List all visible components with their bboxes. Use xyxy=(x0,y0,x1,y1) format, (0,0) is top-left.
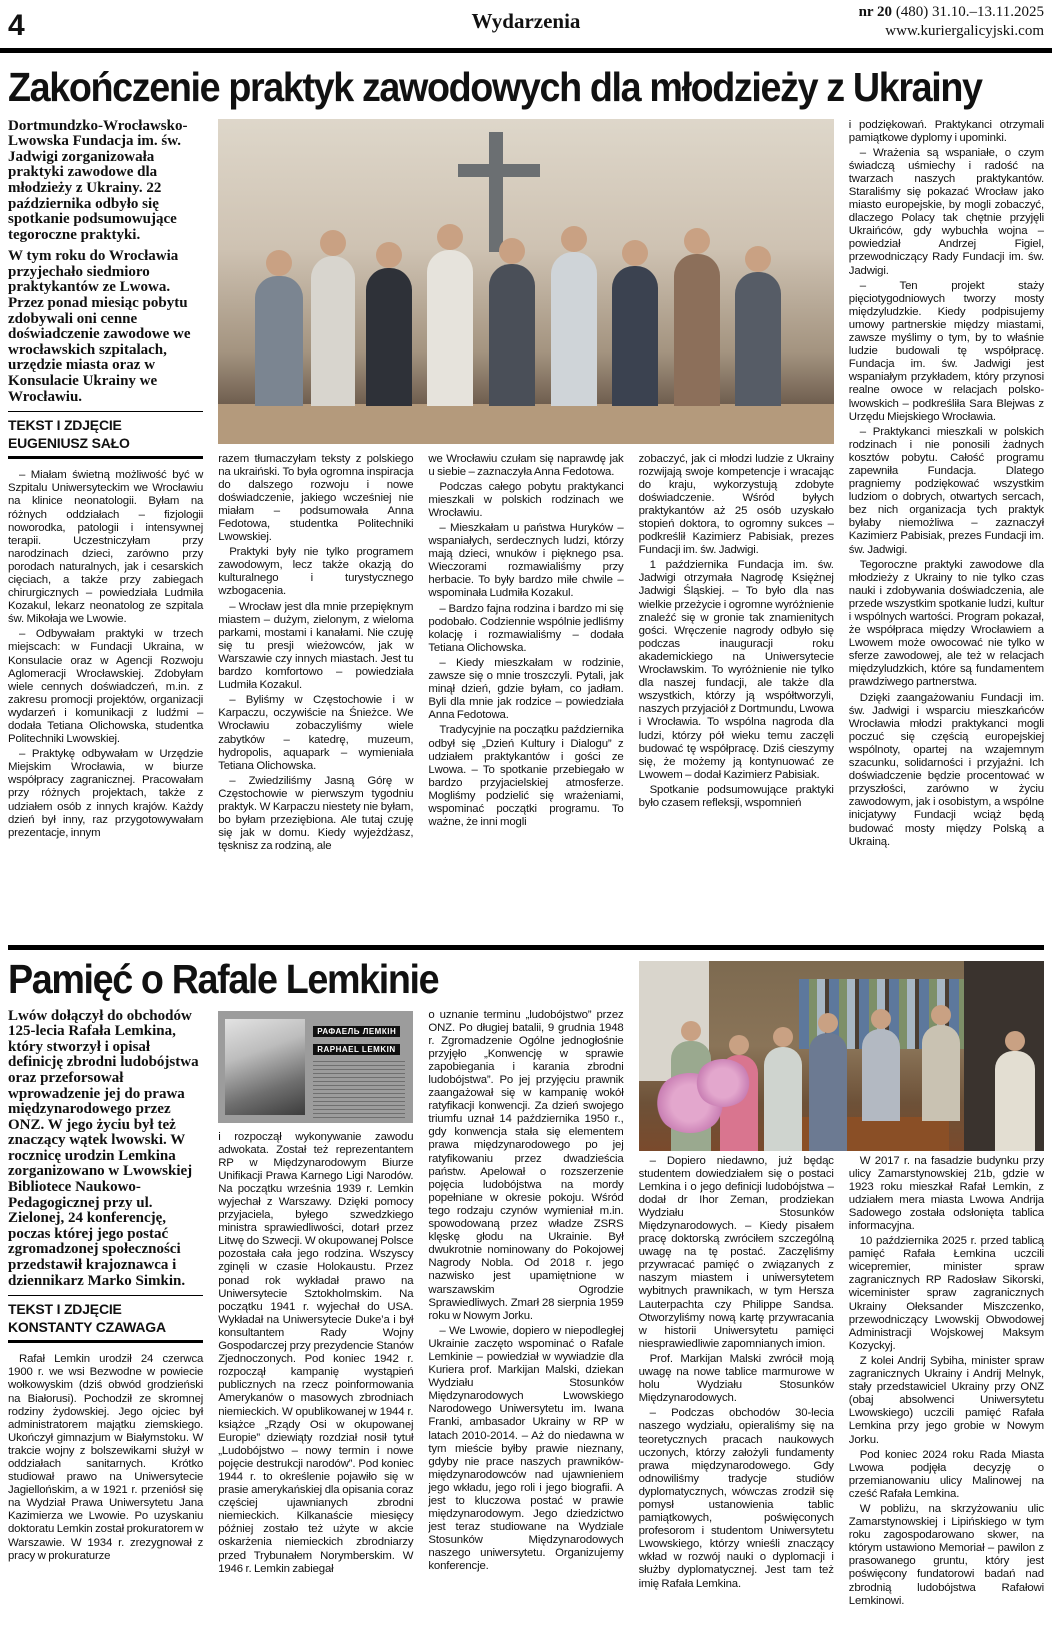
paragraph: – Odbywałam praktyki w trzech miejscach: w Fundacji Ukraina, w Konsulacie oraz w Agencji Rozwoju Aglomeracji Wrocławskiej. Zdobyłam wiele cennych doświadczeń, m.in. z zakresu promocji projektów, organizacji wydarzeń i komunikacji z ludźmi – dodała Tetiana Olichowska, studentka Politechniki Lwowskiej. xyxy=(8,628,204,746)
paragraph: – Bardzo fajna rodzina i bardzo mi się podobało. Codziennie wspólnie jedliśmy kolację i rozmawialiśmy – dodała Tetiana Olichowska. xyxy=(428,602,624,654)
photo-floor xyxy=(218,404,834,444)
person-figure xyxy=(809,1033,847,1151)
paragraph: W pobliżu, na skrzyżowaniu ulic Zamarstynowskiej i Lipińskiego w tym roku zagospodarowano skwer, na którym ustawiono Memoriał – pawilon z prasowanego gruntu, który jest poświęcony fundatorowi badań nad zbrodnią ludobójstwa Rafałowi Lemkinowi. xyxy=(848,1502,1044,1607)
lemkin-poster-photo xyxy=(218,1011,413,1123)
paragraph: W tym roku do Wrocławia przyjechało siedmioro praktykantów ze Lwowa. Przez ponad miesiąc pobytu zdobywali oni cenne doświadczenie zawodowe we wrocławskich szpitalach, urzędzie miasta oraz w Konsulacie Ukrainy we Wrocławiu. xyxy=(8,248,191,405)
issue-info xyxy=(580,3,1044,41)
article1-column-5 xyxy=(849,119,1044,856)
paragraph: – Miałam świetną możliwość być w Szpitalu Uniwersyteckim we Wrocławiu na klinice neonatologii. Byłam na różnych oddziałach – fizjologii noworodka, patologii i intensywnej terapii. Uczestniczyłam przy narodzinach dzieci, zarówno przy porodach naturalnych, jak i cesarskich cięciach, a także przy zabiegach chirurgicznych – powiedziała Ludmiła Kozakul, lekarz neonatolog ze szpitala św. Mikołaja we Lwowie. xyxy=(8,469,204,626)
paragraph: Tradycyjnie na początku października odbył się „Dzień Kultury i Dialogu” z udziałem praktykantów i gości ze Lwowa. – To spotkanie przebiegało w bardzo przyjacielskiej atmosferze. Mogliśmy podzielić się wrażeniami, wspominać początki programu. To ważne, że inni mogli xyxy=(428,724,624,829)
article1-headline: Zakończenie praktyk zawodowych dla młodzieży z Ukrainy xyxy=(8,63,982,110)
article1-intro xyxy=(8,119,203,406)
paragraph: Spotkanie podsumowujące praktyki było czasem refleksji, wspomnień xyxy=(638,783,834,809)
paragraph: Dortmundzko-Wrocławsko-Lwowska Fundacja im. św. Jadwigi zorganizowała praktyki zawodowe dla młodzieży z Ukrainy. 22 października odbyło się spotkanie podsumowujące tegoroczne praktyki. xyxy=(8,117,188,243)
paragraph: zobaczyć, jak ci młodzi ludzie z Ukrainy rozwijają swoje kompetencje i wracając do kraju, wykorzystują zdobyte doświadczenie. Wśród byłych praktykantów aż 25 osób uzyskało stopień doktora, to ogromny sukces – podkreślił Kazimierz Pabisiak, prezes Fundacji im. św. Jadwigi. xyxy=(638,452,834,557)
paragraph: W 2017 r. na fasadzie budynku przy ulicy Zamarstynowskiej 21b, gdzie w 1923 roku mieszkał Rafał Lemkin, z udziałem mera miasta Lwowa Andrija Sadowego została odsłonięta tablica informacyjna. xyxy=(848,1154,1044,1233)
paragraph: i rozpoczął wykonywanie zawodu adwokata. Został też reprezentantem RP w Międzynarodowym Biurze Unifikacji Prawa Karnego Ligi Narodów. Na początku września 1939 r. Lemkin wyjechał z Warszawy. Dzięki pomocy przyjaciela, byłego szwedzkiego ministra sprawiedliwości, dotarł przez Litwę do Szwecji. W okupowanej Polsce pozostała cała jego rodzina. Wszyscy zginęli w czasie Holokaustu. Przez ponad rok wykładał prawo na Uniwersytecie Sztokholmskim. Na początku 1941 r. wyjechał do USA. Wykładał na Uniwersytecie Duke’a i był konsultantem Rady Wojny Gospodarczej przy prezydencie Stanów Zjednoczonych. Pod koniec 1942 r. rozpoczął kampanię wystąpień publicznych na rzecz poinformowania Amerykanów o masowych zbrodniach niemieckich. W opublikowanej w 1944 r. książce „Rządy Osi w okupowanej Europie” dziewiąty rozdział nosił tytuł „Ludobójstwo – nowy termin i nowe pojęcie destrukcji narodów”. Pod koniec 1944 r. to określenie pojawiło się w prasie amerykańskiej dla opisania coraz częściej ujawnianych zbrodni niemieckich. Kilkanaście miesięcy później zostało też użyte w akcie oskarżenia niemieckich zbrodniarzy przed Trybunałem Norymberskim. W 1946 r. Lemkin zabiegał xyxy=(218,1130,414,1575)
wall-cross-shape xyxy=(458,164,540,177)
paragraph: Praktyki były nie tylko programem zawodowym, lecz także okazją do kulturalnego i turystycznego wzbogacenia. xyxy=(218,546,414,598)
paragraph: – Mieszkałam u państwa Huryków – wspaniałych, serdecznych ludzi, którzy mają dzieci, wnuków i pięknego psa. Wieczorami rozmawialiśmy przy herbacie. To były bardzo miłe chwile – wspominała Ludmiła Kozakul. xyxy=(428,522,624,600)
paragraph: – Podczas obchodów 30-lecia naszego wydziału, opieraliśmy się na teoretycznych pracach naukowych uczonych, którzy założyli fundamenty prawa międzynarodowego. Gdy odnowiliśmy tradycje studiów dyplomatycznych, wówczas zrodził się pomysł ustanowienia tablic pamiątkowych, poświęconych profesorom i studentom Uniwersytetu Lwowskiego, którzy wnieśli znaczący wkład w rozwój nauki o dyplomacji i służby dyplomatycznej. Jest tam też imię Rafała Lemkina. xyxy=(638,1407,834,1590)
article2-intro xyxy=(8,1009,203,1290)
paragraph: 10 października 2025 r. przed tablicą pamięć Rafała Łemkina uczcili wicepremier, minister spraw zagranicznych RP Radosław Sikorski, wiceminister spraw zagranicznych Ukrainy Ołeksander Miszczenko, przewodniczący Lwowskij Obwodowej Administracji Wojskowej Maksym Kozyckyj. xyxy=(848,1235,1044,1352)
article1-column-4 xyxy=(639,453,834,856)
person-figure xyxy=(427,250,473,406)
paragraph: – Zwiedziliśmy Jasną Górę w Częstochowie w pierwszym tygodniu praktyk. W Karpaczu niestety nie byłam, bo byłam przeziębiona. Ale tutaj czuję się jak w domu. Kiedy wyjeżdżasz, tęsknisz za rodziną, ale xyxy=(218,774,414,853)
person-figure xyxy=(862,1029,900,1121)
paragraph: – Praktykę odbywałam w Urzędzie Miejskim Wrocławia, w biurze współpracy zagranicznej. Pracowałam przy różnych projektach, także z udziałem osób z innych krajów. Każdy dzień był inny, raz przygotowywałam prezentacje, innym xyxy=(8,748,204,839)
paragraph: Z kolei Andrij Sybiha, minister spraw zagranicznych Ukrainy i Andrij Melnyk, stały przedstawiciel Ukrainy przy ONZ (obaj absolwenci Uniwersytetu Lwowskiego) uczcili pamięć Rafała Lemkina przy jego grobie w Nowym Jorku. xyxy=(848,1354,1044,1446)
article2-column-3 xyxy=(428,1009,623,1610)
article-lemkin xyxy=(8,945,1044,1633)
paragraph: Podczas całego pobytu praktykanci mieszkali w polskich rodzinach we Wrocławiu. xyxy=(428,480,624,519)
byline-author: KONSTANTY CZAWAGA xyxy=(8,1318,166,1335)
poster-title-cyrillic: РАФАЕЛЬ ЛЕМКІН xyxy=(313,1026,400,1037)
paragraph: Pod koniec 2024 roku Rada Miasta Lwowa podjęła decyzję o przemianowaniu ulicy Malinowej na cześć Rafała Lemkina. xyxy=(848,1448,1044,1500)
paragraph: o uznanie terminu „ludobójstwo” przez ONZ. Po długiej batalii, 9 grudnia 1948 r. Zgromadzenie Ogólne jednogłośnie przyjęło „Konwencję w sprawie zapobiegania i karania zbrodni ludobójstwa”. Po jej przyjęciu prawnik zaangażował się w kampanię wokół ratyfikacji konwencji. Za dzień swojego triumfu uznał 14 października 1950 r., gdy konwencja stała się elementem prawa międzynarodowego po jej ratyfikowaniu przez dwadzieścia państw. Apelował o rozszerzenie pojęcia ludobójstwa na mordy popełniane w okresie pokoju. Wśród tego rodzaju czynów wymieniał m.in. spowodowaną przez władze ZSRS klęskę głodu na Ukrainie. Był dwukrotnie nominowany do Pokojowej Nagrody Nobla. Od 2018 r. jego nazwisko jest upamiętnione w warszawskim Ogrodzie Sprawiedliwych. Zmarł 28 sierpnia 1959 roku w Nowym Jorku. xyxy=(428,1008,624,1322)
article2-byline xyxy=(8,1295,203,1343)
person-figure xyxy=(612,266,658,406)
article1-byline xyxy=(8,411,203,459)
paragraph: we Wrocławiu czułam się naprawdę jak u siebie – zaznaczyła Anna Fedotowa. xyxy=(428,452,624,478)
paragraph: 1 października Fundacja im. św. Jadwigi otrzymała Nagrodę Księżnej Jadwigi Śląskiej. – To było dla nas wielkie przeżycie i ogromne wyróżnienie znaleźć się w gronie tak znamienitych gości. Wręczenie nagrody odbyło się podczas inauguracji roku akademickiego na Uniwersytecie Wrocławskim. To wyróżnienie nie tylko dla naszej fundacji, ale także dla wszystkich, którzy ją współtworzyli, naszych przyjaciół z Dortmundu, Lwowa i Wrocławia. To wspólna nagroda dla ludzi, którzy pół wieku temu zaczęli budować tę współpracę. Dziś cieszymy się, że możemy ją kontynuować ze Lwowem – dodał Kazimierz Pabisiak. xyxy=(638,559,834,781)
issue-number: nr 20 xyxy=(858,4,893,20)
person-figure xyxy=(764,1047,802,1151)
section-title: Wydarzenia xyxy=(471,9,581,34)
person-figure xyxy=(366,268,412,406)
article2-column-2 xyxy=(218,1009,413,1610)
article1-column-1 xyxy=(8,119,203,856)
article2-headline: Pamięć o Rafale Lemkinie xyxy=(8,955,439,1002)
article2-column-2-text xyxy=(218,1131,413,1576)
byline-label: TEKST I ZDJĘCIE xyxy=(8,1301,122,1318)
conference-group-photo-library xyxy=(639,961,1044,1151)
paragraph: – Praktykanci mieszkali w polskich rodzinach i nie ponosili żadnych kosztów pobytu. Całość programu zapewniła Fundacja. Dlatego pragniemy podziękować wszystkim ludziom o dobrych, otwartych sercach, bez nich organizacja tych praktyk byłaby niemożliwa – zaznaczył Kazimierz Pabisiak, prezes Fundacji im. św. Jadwigi. xyxy=(848,425,1044,556)
paragraph: – Byliśmy w Częstochowie i w Karpaczu, oczywiście na Śnieżce. We Wrocławiu zobaczyliśmy wiele zabytków – katedrę, muzeum, hydropolis, aquapark – wymieniała Tetiana Olichowska. xyxy=(218,694,414,772)
paragraph: Dzięki zaangażowaniu Fundacji im. św. Jadwigi i wsparciu mieszkańców Wrocławia młodzi praktykanci mogli poczuć się częścią europejskiej wspólnoty, opartej na wzajemnym szacunku, solidarności i przyjaźni. Ich doświadczenie będzie procentować w przyszłości, zarówno w życiu zawodowym, jak i osobistym, a wspólne inicjatywy Fundacji wciąż będą budować mosty między Polską a Ukrainą. xyxy=(848,691,1044,848)
person-figure xyxy=(489,264,535,406)
article2-column-1-text xyxy=(8,1353,203,1563)
article2-column-5 xyxy=(849,1155,1044,1610)
paragraph: – Wrocław jest dla mnie przepięknym miastem – dużym, zielonym, z wieloma parkami, mostami i kanałami. Nie czuję się tu presji wieżowców, jak w Warszawie czy innych miastach. Jest tu bardzo komfortowo – powiedziała Ludmiła Kozakul. xyxy=(218,600,414,692)
poster-text-block xyxy=(313,1021,405,1119)
page-number: 4 xyxy=(8,8,25,42)
pink-flowers xyxy=(695,1059,751,1107)
person-figure xyxy=(255,276,303,406)
poster-title-latin: RAPHAEL LEMKIN xyxy=(313,1044,399,1055)
wall-cross-shape xyxy=(489,132,503,252)
poster-fine-print xyxy=(313,1061,405,1119)
paragraph: Rafał Lemkin urodził 24 czerwca 1900 r. we wsi Bezwodne w powiecie wołkowyskim (dziś obwód grodzieński na Białorusi). Pochodził ze skromnej rodziny żydowskiej. Jego ojciec był administratorem majątku ziemskiego. Ukończył gimnazjum w Białymstoku. W trakcie wojny z bolszewikami służył w oddziałach sanitarnych. Krótko studiował prawo na Uniwersytecie Jagiellońskim, a w 1921 r. przeniósł się na Wydział Prawa Uniwersytetu Jana Kazimierza we Lwowie. Po uzyskaniu doktoratu Lemkin został prokuratorem w Warszawie. W 1934 r. zrezygnował z pracy w prokuraturze xyxy=(8,1353,204,1562)
paragraph: Prof. Markijan Malski zwrócił moją uwagę na nowe tablice marmurowe w holu Wydziału Stosunków Międzynarodowych. xyxy=(638,1352,834,1405)
person-figure xyxy=(551,252,597,406)
paragraph: razem tłumaczyłam teksty z polskiego na ukraiński. To była ogromna inspiracja do dalszego rozwoju i nowe doświadczenie, jakiego wcześniej nie miałam – podsumowała Anna Fedotowa, studentka Politechniki Lwowskiej. xyxy=(218,452,414,544)
paragraph: Lwów dołączył do obchodów 125-lecia Rafała Lemkina, który stworzył i opisał definicję zbrodni ludobójstwa oraz przeforsował wprowadzenie jej do prawa międzynarodowego przez ONZ. W jego życiu był też znaczący wątek lwowski. W rocznicę urodzin Lemkina zorganizowano w Lwowskiej Bibliotece Naukowo-Pedagogicznej przy ul. Zielonej, 24 konferencję, poczas której jego postać zgromadzonej społeczności przedstawił krajoznawca i dziennikarz Marko Simkin. xyxy=(8,1007,199,1289)
lemkin-portrait xyxy=(225,1019,305,1115)
person-figure xyxy=(311,256,355,406)
article2-column-4 xyxy=(639,1155,834,1610)
issue-line xyxy=(580,3,1044,22)
person-figure xyxy=(995,1051,1035,1151)
person-figure xyxy=(674,254,720,406)
byline-label: TEKST I ZDJĘCIE xyxy=(8,417,122,434)
paragraph: – We Lwowie, dopiero w niepodległej Ukrainie zaczęto wspominać o Rafale Lemkinie – powiedział w wywiadzie dla Kuriera prof. Markijan Malski, dziekan Wydziału Stosunków Międzynarodowych Lwowskiego Narodowego Uniwersytetu im. Iwana Franki, ambasador Ukrainy w RP w latach 2010-2014. – Aż do niedawna w tym mieście byłby prawie nieznany, gdyby nie prace naszych prawników-międzynarodowców nad ujawnieniem jego wkładu, jego roli i jego biografii. A jest to kluczowa postać w prawie międzynarodowym. Jego dziedzictwo jest teraz studiowane na Wydziale Stosunków Międzynarodowych naszego uniwersytetu. Organizujemy konferencje. xyxy=(428,1324,624,1573)
article2-column-1 xyxy=(8,1009,203,1610)
paragraph: – Kiedy mieszkałam w rodzinie, zawsze się o mnie troszczyli. Pytali, jak minął dzień, gdzie byłam, co jadłam. Byli dla mnie jak rodzice – powiedziała Anna Fedotowa. xyxy=(428,656,624,722)
website-url: www.kuriergalicyjski.com xyxy=(885,22,1044,39)
byline-author: EUGENIUSZ SAŁO xyxy=(8,434,130,451)
paragraph: – Dopiero niedawno, już będąc studentem dowiedziałem się o postaci Lemkina i o jego definicji ludobójstwa – dodał dr Ihor Zeman, prodziekan Wydziału Stosunków Międzynarodowych. – Kiedy pisałem pracę doktorską zwróciłem szczególną uwagę na tę postać. Zaczęliśmy przywracać pamięć o związanych z naszym miastem i uniwersytetem wybitnych prawnikach, w tym Hersza Lauterpachta czy Philippe Sandsa. Otworzyliśmy nową kartę przywracania w historii Uniwersytetu pamięci niesprawiedliwie zapomnianych imion. xyxy=(638,1154,834,1350)
article-practices xyxy=(8,53,1044,945)
issue-dates: (480) 31.10.–13.11.2025 xyxy=(892,4,1044,20)
page-header xyxy=(0,0,1052,53)
group-photo-internship-meeting xyxy=(218,119,834,444)
article1-column-2 xyxy=(218,453,413,856)
paragraph: Tegoroczne praktyki zawodowe dla młodzieży z Ukrainy to nie tylko czas nauki i zdobywania doświadczenia, ale przede wszystkim spotkanie ludzi, kultur i wspólnych wartości. Program pokazał, że współpraca między Wrocławiem a Lwowem może owocować nie tylko w sferze zawodowej, ale też w relacjach międzyludzkich, które są fundamentem prawdziwego partnerstwa. xyxy=(848,558,1044,689)
paragraph: i podziękowań. Praktykanci otrzymali pamiątkowe dyplomy i upominki. xyxy=(848,118,1044,144)
person-figure xyxy=(922,1025,960,1121)
article1-column-3 xyxy=(428,453,623,856)
paragraph: – Wrażenia są wspaniałe, o czym świadczą uśmiechy i radość na twarzach naszych praktykantów. Staraliśmy się pokazać Wrocław jako miasto europejskie, by mogli zobaczyć, dlaczego Polacy tak chętnie przyjęli Ukraińców, gdy wybuchła wojna – powiedział Andrzej Figiel, przewodniczący Rady Fundacji im. św. Jadwigi. xyxy=(848,146,1044,277)
person-figure xyxy=(735,272,781,406)
article1-column-1-text xyxy=(8,469,203,840)
paragraph: – Ten projekt staży pięciotygodniowych tworzy mosty międzyludzkie. Kiedy podpisujemy umowy partnerskie między miastami, zawsze myślimy o tym, by to właśnie ludzie budowali tę współpracę. Fundacja im. św. Jadwigi jest wspaniałym przykładem, który przynosi realne owoce w relacjach polsko-lwowskich – podkreśliła Sara Blejwas z Urzędu Miejskiego Wrocławia. xyxy=(848,279,1044,423)
